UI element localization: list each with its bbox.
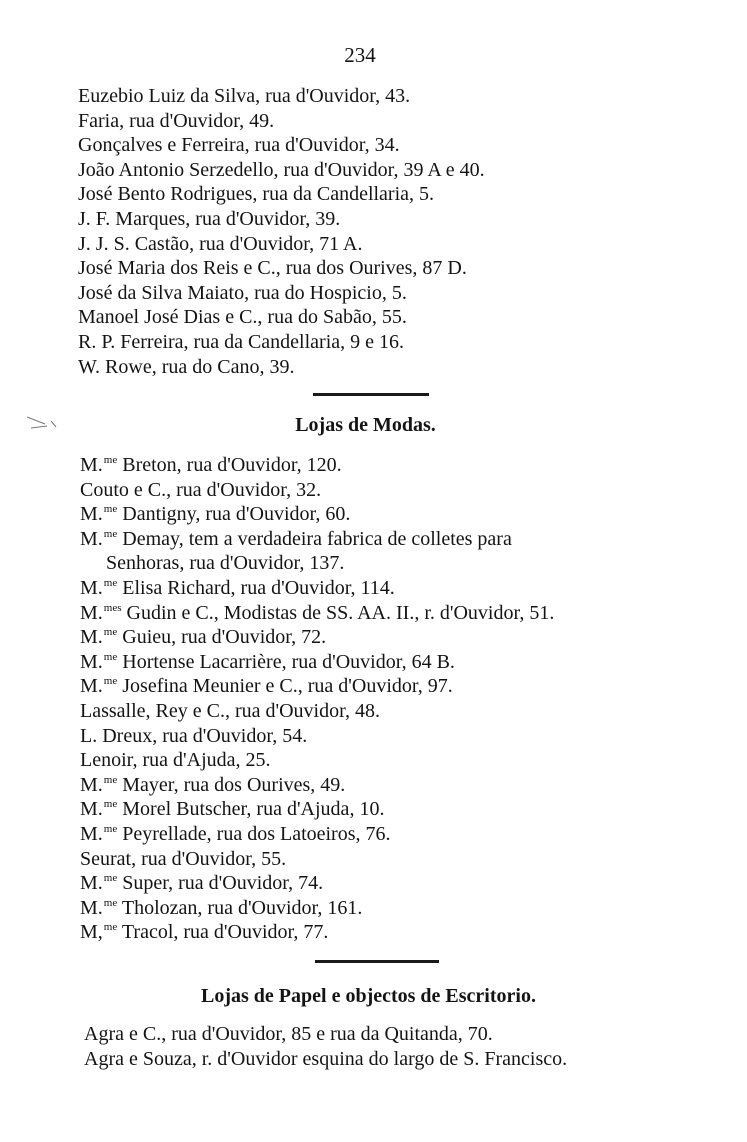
stationery-shop-list: [84, 1022, 567, 1071]
page-number: 234: [344, 43, 376, 67]
honorific: [80, 577, 117, 599]
honorific: [80, 528, 117, 550]
entry-text: Elisa Richard, rua d'Ouvidor, 114.: [117, 576, 395, 599]
list-entry: João Antonio Serzedello, rua d'Ouvidor, 39 A e 40.: [78, 158, 485, 181]
list-entry: Agra e C., rua d'Ouvidor, 85 e rua da Quitanda, 70.: [84, 1023, 493, 1045]
list-entry: Euzebio Luiz da Silva, rua d'Ouvidor, 43.: [78, 85, 411, 107]
fashion-shop-list: [80, 453, 676, 945]
honorific: [80, 503, 117, 525]
list-entry: José Maria dos Reis e C., rua dos Ourives, 87 D.: [78, 257, 467, 280]
entry-text: Lassalle, Rey e C., rua d'Ouvidor, 48.: [80, 699, 380, 722]
honorific-abbrev: M.: [80, 650, 103, 673]
honorific-abbrev: M.: [80, 503, 103, 526]
entry-text: Tholozan, rua d'Ouvidor, 161.: [117, 896, 363, 919]
entry-text: Demay, tem a verdadeira fabrica de colletes para: [117, 527, 512, 550]
honorific: [80, 872, 117, 894]
entry-continuation: Senhoras, rua d'Ouvidor, 137.: [106, 552, 345, 575]
honorific-superscript: me: [103, 773, 118, 786]
honorific-superscript: me: [103, 896, 118, 909]
entry-text: Breton, rua d'Ouvidor, 120.: [117, 454, 342, 476]
list-entry: Manoel José Dias e C., rua do Sabão, 55.: [78, 306, 407, 329]
merchant-list: [78, 84, 485, 379]
list-entry: [80, 920, 676, 945]
honorific-abbrev: M.: [80, 896, 103, 919]
list-entry: Faria, rua d'Ouvidor, 49.: [78, 109, 275, 132]
list-entry: J. J. S. Castão, rua d'Ouvidor, 71 A.: [78, 232, 363, 255]
honorific-superscript: me: [103, 576, 118, 589]
list-entry: [80, 847, 676, 872]
honorific: [80, 675, 117, 697]
list-entry: [80, 674, 676, 699]
entry-text: Dantigny, rua d'Ouvidor, 60.: [117, 503, 351, 526]
honorific-superscript: me: [103, 798, 118, 811]
entry-text: Peyrellade, rua dos Latoeiros, 76.: [117, 822, 391, 845]
honorific-abbrev: M.: [80, 527, 103, 550]
honorific: [80, 774, 117, 796]
entry-text: Gudin e C., Modistas de SS. AA. II., r. d'Ouvidor, 51.: [121, 601, 555, 624]
entry-text: Josefina Meunier e C., rua d'Ouvidor, 97.: [117, 675, 453, 698]
honorific-superscript: me: [103, 626, 118, 639]
honorific-superscript: me: [103, 921, 118, 934]
list-entry: [80, 797, 676, 822]
honorific-superscript: me: [103, 503, 118, 516]
honorific-abbrev: M.: [80, 576, 103, 599]
section-title-lojas-de-modas: Lojas de Modas.: [295, 414, 436, 436]
honorific: [80, 651, 117, 673]
honorific: [80, 626, 117, 648]
list-entry: W. Rowe, rua do Cano, 39.: [78, 355, 295, 378]
list-entry: José Bento Rodrigues, rua da Candellaria, 5.: [78, 183, 435, 206]
section-divider: [315, 960, 439, 963]
list-entry: [80, 699, 676, 724]
honorific: [80, 921, 117, 943]
list-entry: [80, 527, 676, 576]
honorific: [80, 798, 117, 820]
section-title-lojas-de-papel: Lojas de Papel e objectos de Escritorio.: [201, 985, 536, 1007]
honorific-superscript: me: [103, 650, 118, 663]
honorific-abbrev: M.: [80, 872, 103, 895]
honorific-abbrev: M.: [80, 454, 103, 476]
section-divider: [313, 393, 429, 396]
list-entry: [80, 724, 676, 749]
list-entry: [80, 822, 676, 847]
list-entry: [80, 871, 676, 896]
honorific: [80, 602, 122, 624]
list-entry: [80, 896, 676, 921]
entry-text: Tracol, rua d'Ouvidor, 77.: [117, 921, 329, 944]
entry-text: L. Dreux, rua d'Ouvidor, 54.: [80, 724, 308, 747]
list-entry: [80, 453, 676, 478]
honorific-superscript: me: [103, 454, 118, 466]
entry-text: Guieu, rua d'Ouvidor, 72.: [117, 626, 327, 649]
list-entry: J. F. Marques, rua d'Ouvidor, 39.: [78, 207, 341, 230]
list-entry: [80, 773, 676, 798]
honorific-abbrev: M.: [80, 798, 103, 821]
entry-text: Lenoir, rua d'Ajuda, 25.: [80, 749, 271, 772]
entry-text: Seurat, rua d'Ouvidor, 55.: [80, 847, 287, 870]
honorific-abbrev: M.: [80, 601, 103, 624]
list-entry: [80, 576, 676, 601]
list-entry: [80, 502, 676, 527]
list-entry: [80, 625, 676, 650]
entry-text: Morel Butscher, rua d'Ajuda, 10.: [117, 798, 385, 821]
honorific-superscript: me: [103, 675, 118, 688]
entry-text: Hortense Lacarrière, rua d'Ouvidor, 64 B.: [117, 650, 455, 673]
list-entry: [80, 748, 676, 773]
list-entry: [80, 650, 676, 675]
honorific-superscript: me: [103, 527, 118, 540]
honorific-abbrev: M.: [80, 773, 103, 796]
honorific-abbrev: M.: [80, 822, 103, 845]
list-entry: Gonçalves e Ferreira, rua d'Ouvidor, 34.: [78, 134, 400, 157]
list-entry: R. P. Ferreira, rua da Candellaria, 9 e 16.: [78, 330, 405, 353]
honorific-abbrev: M,: [80, 921, 103, 944]
honorific-abbrev: M.: [80, 626, 103, 649]
honorific: [80, 454, 117, 476]
list-entry: José da Silva Maiato, rua do Hospicio, 5.: [78, 281, 407, 304]
entry-text: Couto e C., rua d'Ouvidor, 32.: [80, 478, 322, 501]
honorific: [80, 823, 117, 845]
entry-text: Super, rua d'Ouvidor, 74.: [117, 872, 324, 895]
honorific-superscript: mes: [103, 601, 122, 614]
list-entry: Agra e Souza, r. d'Ouvidor esquina do largo de S. Francisco.: [84, 1047, 568, 1070]
honorific: [80, 897, 117, 919]
list-entry: [80, 478, 676, 503]
list-entry: [80, 601, 676, 626]
entry-text: Mayer, rua dos Ourives, 49.: [117, 773, 346, 796]
honorific-abbrev: M.: [80, 675, 103, 698]
honorific-superscript: me: [103, 872, 118, 885]
honorific-superscript: me: [103, 822, 118, 835]
